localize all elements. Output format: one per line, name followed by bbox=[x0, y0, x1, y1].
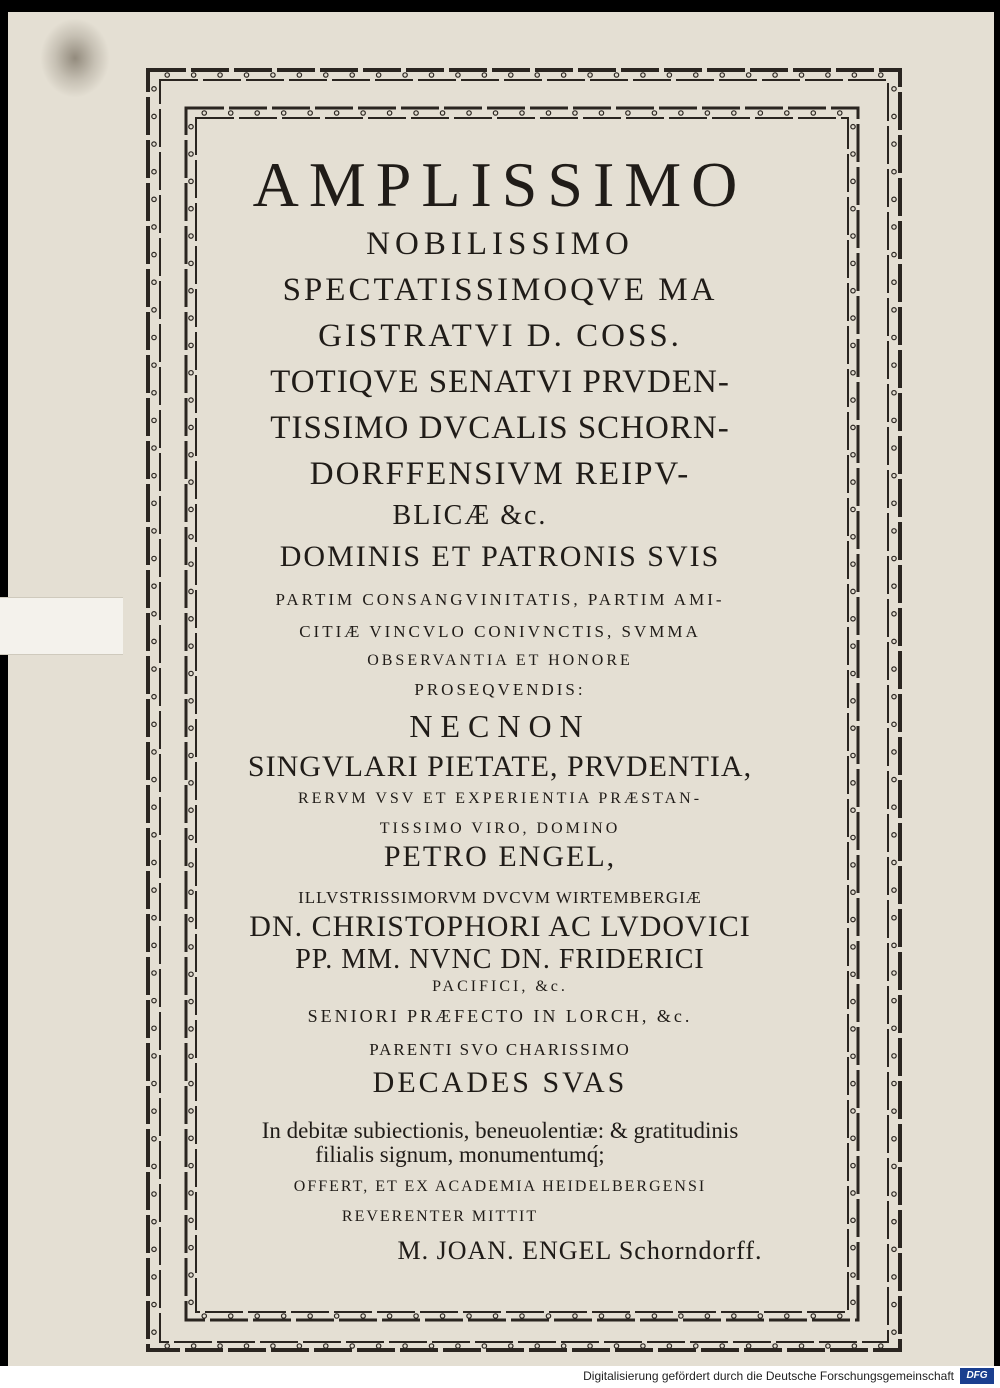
border-ornament bbox=[614, 1344, 618, 1348]
border-ornament bbox=[588, 73, 592, 77]
border-ornament bbox=[509, 1344, 513, 1348]
border-ornament bbox=[694, 73, 698, 77]
border-ornament bbox=[414, 111, 418, 115]
border-ornament bbox=[851, 1109, 855, 1113]
border-ornament bbox=[773, 1344, 777, 1348]
title-line-20: DN. CHRISTOPHORI AC LVDOVICI bbox=[249, 910, 751, 943]
border-ornament bbox=[705, 1314, 709, 1318]
border-ornament bbox=[467, 1314, 471, 1318]
border-ornament bbox=[561, 1344, 565, 1348]
border-ornament bbox=[281, 1314, 285, 1318]
title-line-11: CITIÆ VINCVLO CONIVNCTIS, SVMMA bbox=[299, 622, 701, 641]
border-ornament bbox=[191, 73, 195, 77]
border-ornament bbox=[334, 1314, 338, 1318]
border-ornament bbox=[271, 73, 275, 77]
border-ornament bbox=[189, 999, 193, 1003]
border-ornament bbox=[440, 1314, 444, 1318]
border-ornament bbox=[799, 73, 803, 77]
footer-bar bbox=[0, 1366, 1000, 1388]
title-line-15: SINGVLARI PIETATE, PRVDENTIA, bbox=[247, 750, 753, 783]
border-ornament bbox=[152, 1275, 156, 1279]
border-ornament bbox=[852, 1344, 856, 1348]
border-ornament bbox=[229, 111, 233, 115]
border-ornament bbox=[535, 1344, 539, 1348]
border-ornament bbox=[679, 1314, 683, 1318]
border-ornament bbox=[535, 73, 539, 77]
title-line-12: OBSERVANTIA ET HONORE bbox=[367, 652, 633, 669]
title-line-27: filialis signum, monumentumq́; bbox=[315, 1142, 605, 1167]
title-line-25: DECADES SVAS bbox=[372, 1066, 628, 1099]
border-ornament bbox=[440, 111, 444, 115]
border-ornament bbox=[785, 111, 789, 115]
border-ornament bbox=[641, 73, 645, 77]
border-ornament bbox=[509, 73, 513, 77]
border-ornament bbox=[189, 1027, 193, 1031]
border-ornament bbox=[361, 1314, 365, 1318]
title-line-26: In debitæ subiectionis, beneuolentiæ: & gratitudinis bbox=[261, 1118, 739, 1143]
title-line-21: PP. MM. NVNC DN. FRIDERICI bbox=[295, 944, 705, 975]
border-ornament bbox=[414, 1314, 418, 1318]
border-ornament bbox=[732, 1314, 736, 1318]
border-ornament bbox=[892, 1330, 896, 1334]
border-ornament bbox=[546, 1314, 550, 1318]
border-ornament bbox=[892, 142, 896, 146]
border-ornament bbox=[189, 1300, 193, 1304]
border-ornament bbox=[892, 87, 896, 91]
border-ornament bbox=[826, 73, 830, 77]
border-ornament bbox=[218, 1344, 222, 1348]
border-ornament bbox=[152, 1109, 156, 1113]
border-ornament bbox=[152, 998, 156, 1002]
border-ornament bbox=[152, 142, 156, 146]
dfg-logo-icon: DFG bbox=[960, 1368, 994, 1384]
border-ornament bbox=[746, 73, 750, 77]
border-ornament bbox=[244, 1344, 248, 1348]
border-ornament bbox=[403, 1344, 407, 1348]
border-ornament bbox=[324, 1344, 328, 1348]
title-line-23: SENIORI PRÆFECTO IN LORCH, &c. bbox=[307, 1006, 693, 1026]
border-ornament bbox=[667, 1344, 671, 1348]
border-ornament bbox=[189, 535, 193, 539]
border-ornament bbox=[191, 1344, 195, 1348]
border-ornament bbox=[773, 73, 777, 77]
border-ornament bbox=[838, 111, 842, 115]
border-ornament bbox=[297, 73, 301, 77]
border-ornament bbox=[189, 671, 193, 675]
border-ornament bbox=[244, 73, 248, 77]
title-line-24: PARENTI SVO CHARISSIMO bbox=[369, 1040, 631, 1059]
border-ornament bbox=[255, 111, 259, 115]
border-ornament bbox=[387, 111, 391, 115]
border-ornament bbox=[851, 1300, 855, 1304]
border-ornament bbox=[493, 1314, 497, 1318]
title-line-8: BLICÆ &c. bbox=[392, 500, 548, 531]
title-line-6: TISSIMO DVCALIS SCHORN- bbox=[270, 410, 730, 446]
border-ornament bbox=[403, 73, 407, 77]
border-ornament bbox=[799, 1344, 803, 1348]
border-ornament bbox=[281, 111, 285, 115]
border-ornament bbox=[641, 1344, 645, 1348]
border-ornament bbox=[297, 1344, 301, 1348]
border-ornament bbox=[376, 73, 380, 77]
border-ornament bbox=[324, 73, 328, 77]
border-ornament bbox=[429, 73, 433, 77]
title-line-2: NOBILISSIMO bbox=[366, 226, 634, 262]
border-ornament bbox=[189, 124, 193, 128]
border-ornament bbox=[152, 87, 156, 91]
title-line-30: M. JOAN. ENGEL Schorndorff. bbox=[397, 1236, 763, 1265]
border-ornament bbox=[520, 1314, 524, 1318]
border-ornament bbox=[561, 73, 565, 77]
border-ornament bbox=[826, 1344, 830, 1348]
border-ornament bbox=[732, 111, 736, 115]
border-ornament bbox=[879, 73, 883, 77]
title-line-22: PACIFICI, &c. bbox=[432, 978, 568, 995]
title-line-3: SPECTATISSIMOQVE MA bbox=[282, 272, 718, 308]
border-ornament bbox=[308, 111, 312, 115]
border-ornament bbox=[851, 808, 855, 812]
border-ornament bbox=[255, 1314, 259, 1318]
border-ornament bbox=[361, 111, 365, 115]
border-ornament bbox=[546, 111, 550, 115]
title-line-13: PROSEQVENDIS: bbox=[414, 680, 586, 699]
border-ornament bbox=[165, 1344, 169, 1348]
border-ornament bbox=[838, 1314, 842, 1318]
title-line-29: REVERENTER MITTIT bbox=[341, 1208, 539, 1225]
border-ornament bbox=[456, 73, 460, 77]
border-ornament bbox=[271, 1344, 275, 1348]
border-ornament bbox=[189, 617, 193, 621]
border-ornament bbox=[892, 612, 896, 616]
border-ornament bbox=[493, 111, 497, 115]
border-ornament bbox=[705, 111, 709, 115]
border-ornament bbox=[189, 808, 193, 812]
title-line-9: DOMINIS ET PATRONIS SVIS bbox=[279, 540, 721, 573]
funding-credit: Digitalisierung gefördert durch die Deutsche Forschungsgemeinschaft bbox=[583, 1369, 954, 1383]
border-ornament bbox=[758, 1314, 762, 1318]
border-ornament bbox=[811, 1314, 815, 1318]
border-ornament bbox=[851, 999, 855, 1003]
border-ornament bbox=[892, 584, 896, 588]
title-line-14: NECNON bbox=[409, 708, 591, 744]
title-line-4: GISTRATVI D. COSS. bbox=[318, 318, 682, 354]
border-ornament bbox=[229, 1314, 233, 1318]
border-ornament bbox=[851, 671, 855, 675]
border-ornament bbox=[152, 612, 156, 616]
border-ornament bbox=[467, 111, 471, 115]
border-ornament bbox=[652, 1314, 656, 1318]
border-ornament bbox=[350, 1344, 354, 1348]
border-ornament bbox=[694, 1344, 698, 1348]
border-ornament bbox=[626, 111, 630, 115]
title-line-18: PETRO ENGEL, bbox=[383, 840, 617, 873]
border-ornament bbox=[387, 1314, 391, 1318]
border-ornament bbox=[520, 111, 524, 115]
border-ornament bbox=[482, 73, 486, 77]
border-ornament bbox=[573, 1314, 577, 1318]
border-ornament bbox=[758, 111, 762, 115]
border-ornament bbox=[851, 1027, 855, 1031]
border-ornament bbox=[811, 111, 815, 115]
border-ornament bbox=[599, 1314, 603, 1318]
border-ornament bbox=[879, 1344, 883, 1348]
border-ornament bbox=[852, 73, 856, 77]
border-ornament bbox=[334, 111, 338, 115]
title-line-10: PARTIM CONSANGVINITATIS, PARTIM AMI- bbox=[275, 590, 725, 609]
border-ornament bbox=[202, 1314, 206, 1318]
title-line-1: AMPLISSIMO bbox=[252, 149, 748, 220]
border-ornament bbox=[892, 1275, 896, 1279]
title-line-5: TOTIQVE SENATVI PRVDEN- bbox=[270, 364, 730, 400]
border-ornament bbox=[456, 1344, 460, 1348]
border-ornament bbox=[152, 584, 156, 588]
border-ornament bbox=[599, 111, 603, 115]
border-ornament bbox=[218, 73, 222, 77]
border-ornament bbox=[652, 111, 656, 115]
border-ornament bbox=[892, 114, 896, 118]
border-ornament bbox=[573, 111, 577, 115]
border-ornament bbox=[189, 644, 193, 648]
border-ornament bbox=[189, 1273, 193, 1277]
border-ornament bbox=[152, 1330, 156, 1334]
border-ornament bbox=[308, 1314, 312, 1318]
title-line-7: DORFFENSIVM REIPV- bbox=[309, 456, 691, 492]
border-ornament bbox=[614, 73, 618, 77]
title-line-28: OFFERT, ET EX ACADEMIA HEIDELBERGENSI bbox=[293, 1178, 707, 1195]
title-line-17: TISSIMO VIRO, DOMINO bbox=[379, 820, 621, 837]
border-ornament bbox=[720, 1344, 724, 1348]
border-ornament bbox=[626, 1314, 630, 1318]
border-ornament bbox=[152, 1302, 156, 1306]
border-ornament bbox=[350, 73, 354, 77]
border-ornament bbox=[189, 1109, 193, 1113]
border-ornament bbox=[851, 535, 855, 539]
border-ornament bbox=[588, 1344, 592, 1348]
border-ornament bbox=[851, 617, 855, 621]
border-ornament bbox=[785, 1314, 789, 1318]
border-ornament bbox=[720, 73, 724, 77]
border-ornament bbox=[667, 73, 671, 77]
border-ornament bbox=[851, 644, 855, 648]
title-line-19: ILLVSTRISSIMORVM DVCVM WIRTEMBERGIÆ bbox=[298, 888, 702, 907]
title-line-16: RERVM VSV ET EXPERIENTIA PRÆSTAN- bbox=[297, 790, 703, 807]
border-ornament bbox=[892, 1109, 896, 1113]
border-ornament bbox=[679, 111, 683, 115]
border-ornament bbox=[746, 1344, 750, 1348]
border-ornament bbox=[851, 124, 855, 128]
border-ornament bbox=[202, 111, 206, 115]
border-ornament bbox=[482, 1344, 486, 1348]
border-ornament bbox=[376, 1344, 380, 1348]
border-ornament bbox=[429, 1344, 433, 1348]
border-ornament bbox=[165, 73, 169, 77]
border-ornament bbox=[851, 1273, 855, 1277]
border-ornament bbox=[152, 114, 156, 118]
border-ornament bbox=[892, 998, 896, 1002]
border-ornament bbox=[892, 1302, 896, 1306]
